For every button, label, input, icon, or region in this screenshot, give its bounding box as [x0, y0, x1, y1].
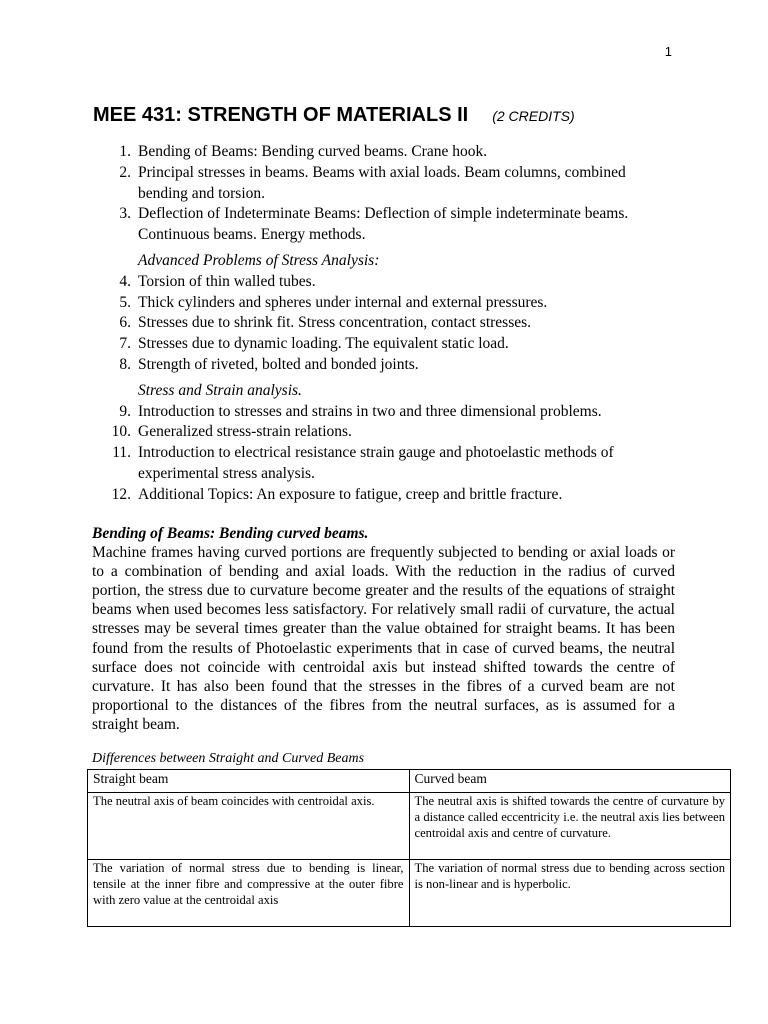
section-heading: Bending of Beams: Bending curved beams. — [92, 525, 369, 542]
course-credits: (2 CREDITS) — [492, 108, 575, 124]
list-item-text: Generalized stress-strain relations. — [138, 423, 352, 441]
section-bending-curved-beams — [92, 524, 675, 734]
list-item-number: 9. — [119, 402, 131, 420]
column-header-straight: Straight beam — [88, 770, 410, 793]
page-number: 1 — [664, 44, 672, 59]
syllabus-list — [108, 142, 678, 506]
list-item — [108, 402, 678, 423]
list-item-text: Bending of Beams: Bending curved beams. Crane hook. — [138, 143, 488, 160]
table-cell: The neutral axis is shifted towards the centre of curvature by a distance called eccentricity i.e. the neutral axis lies between centroidal axis and centre of curvature. — [409, 793, 731, 860]
list-item-text: Principal stresses in beams. Beams with axial loads. Beam columns, combined bending and torsion. — [138, 163, 626, 202]
list-item-number: 2. — [119, 163, 131, 181]
column-header-curved: Curved beam — [409, 770, 731, 793]
list-item-text: Strength of riveted, bolted and bonded joints. — [138, 355, 419, 373]
section-paragraph: Machine frames having curved portions are frequently subjected to bending or axial loads or to a combination of bending and axial loads. With the reduction in the radius of curved portion, the stress due to curvature become greater and the results of the equations of straight beams when used becomes less satisfactory. For relatively small radii of curvature, the actual stresses may be several times greater than the value obtained for straight beams. It has been found from the results of Photoelastic experiments that in case of curved beams, the neutral surface does not coincide with centroidal axis but instead shifted towards the centre of curvature. It has also been found that the stresses in the fibres of a curved beam are not proportional to the distances of the fibres from the neutral surfaces, as is assumed for a straight beam. — [92, 544, 675, 733]
syllabus-subheading: Advanced Problems of Stress Analysis: — [138, 251, 380, 269]
list-item-number: 11. — [112, 444, 131, 462]
list-item — [108, 334, 678, 355]
list-item-number: 3. — [119, 205, 131, 223]
table-row — [88, 860, 731, 927]
list-item — [108, 142, 678, 163]
list-item — [108, 313, 678, 334]
list-item — [108, 272, 678, 293]
list-item-number: 8. — [119, 355, 131, 373]
list-item-text: Introduction to stresses and strains in two and three dimensional problems. — [138, 402, 602, 420]
table-cell: The neutral axis of beam coincides with centroidal axis. — [88, 793, 410, 860]
list-item — [108, 443, 678, 485]
list-item — [108, 355, 678, 376]
table-cell: The variation of normal stress due to bending across section is non-linear and is hyperbolic. — [409, 860, 731, 927]
table-header-row — [88, 770, 731, 793]
list-item — [108, 293, 678, 314]
list-item — [108, 204, 678, 246]
list-item-number: 1. — [119, 143, 131, 160]
list-item-text: Deflection of Indeterminate Beams: Deflection of simple indeterminate beams. Continuous beams. Energy methods. — [138, 205, 629, 244]
list-item-text: Torsion of thin walled tubes. — [138, 272, 316, 290]
list-item-number: 10. — [111, 423, 131, 441]
list-item-text: Additional Topics: An exposure to fatigue, creep and brittle fracture. — [138, 485, 563, 503]
list-item-text: Stresses due to shrink fit. Stress concentration, contact stresses. — [138, 314, 532, 332]
list-item-number: 12. — [111, 485, 131, 503]
syllabus-subheading: Stress and Strain analysis. — [138, 381, 302, 399]
table-cell: The variation of normal stress due to bending is linear, tensile at the inner fibre and compressive at the outer fibre with zero value at the centroidal axis — [88, 860, 410, 927]
list-item — [108, 485, 678, 506]
course-title: MEE 431: STRENGTH OF MATERIALS II — [93, 104, 469, 126]
list-item — [108, 422, 678, 443]
comparison-table — [87, 769, 731, 927]
list-item-text: Thick cylinders and spheres under internal and external pressures. — [138, 293, 548, 311]
list-item-number: 4. — [119, 272, 131, 290]
list-item-text: Stresses due to dynamic loading. The equivalent static load. — [138, 335, 509, 353]
table-row — [88, 793, 731, 860]
list-item-number: 7. — [119, 335, 131, 353]
list-item — [108, 163, 678, 205]
list-item-number: 5. — [119, 293, 131, 311]
list-item-number: 6. — [119, 314, 131, 332]
table-caption: Differences between Straight and Curved Beams — [92, 751, 365, 766]
page-title — [93, 104, 575, 127]
list-item-text: Introduction to electrical resistance strain gauge and photoelastic methods of experimental stress analysis. — [138, 444, 614, 482]
